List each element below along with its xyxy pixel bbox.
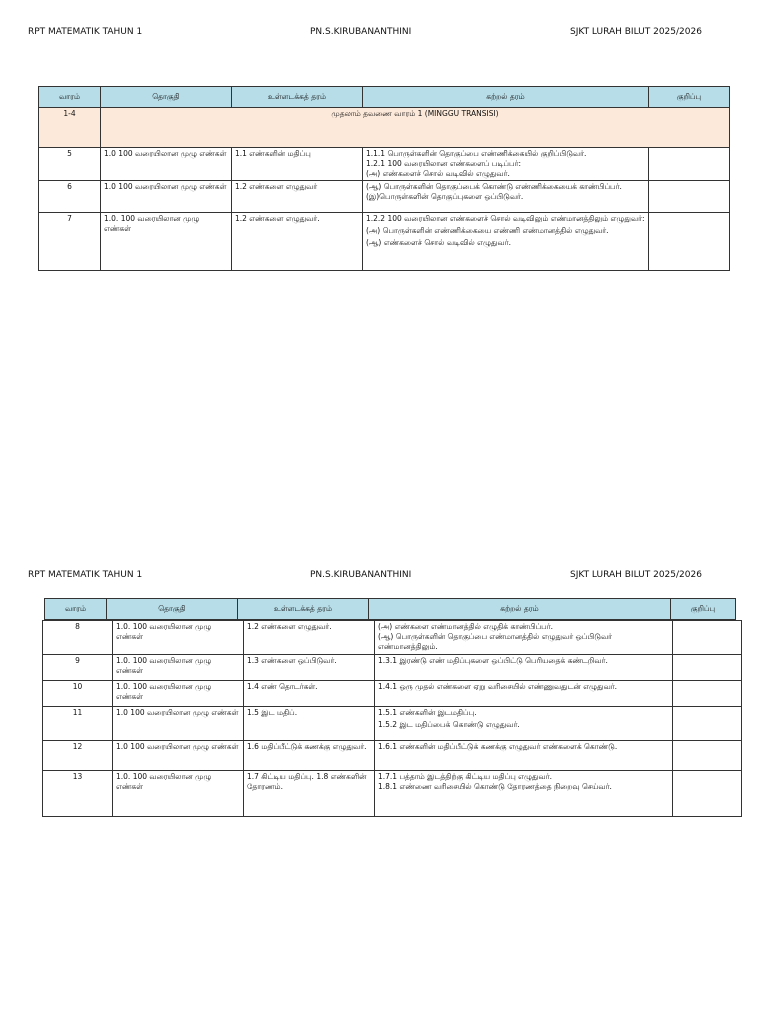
scheme-table-1 — [38, 86, 730, 271]
topic-cell: 1.0 100 வரையிலான முழு எண்கள் — [101, 148, 232, 181]
column-header-topic: தொகுதி — [107, 599, 238, 620]
learning-line: (அ) எண்களைச் சொல் வடிவில் எழுதுவர். — [366, 169, 510, 178]
notes-cell — [673, 741, 742, 771]
column-header-week: வாரம் — [39, 87, 101, 108]
table-row — [39, 213, 730, 271]
week-cell: 1-4 — [39, 108, 101, 148]
topic-cell: 1.0. 100 வரையிலான முழு எண்கள் — [113, 621, 244, 655]
learning-standard-cell — [375, 741, 673, 771]
content-standard-cell: 1.3 எண்களை ஒப்பிடுவர். — [244, 655, 375, 681]
page-header-1 — [0, 27, 768, 41]
week-cell: 8 — [43, 621, 113, 655]
learning-line: 1.6.1 எண்களின் மதிப்பீட்டுக் கணக்கு எழுதுவர் எண்களைக் கொண்டு. — [378, 742, 618, 751]
learning-standard-cell — [363, 213, 649, 271]
header-title: RPT MATEMATIK TAHUN 1 — [28, 27, 143, 37]
week-cell: 12 — [43, 741, 113, 771]
learning-line: (ஆ) எண்களைச் சொல் வடிவில் எழுதுவர். — [366, 238, 511, 247]
content-standard-cell: 1.1 எண்களின் மதிப்பு — [232, 148, 363, 181]
week-cell: 9 — [43, 655, 113, 681]
content-standard-cell: 1.7 கிட்டிய மதிப்பு. 1.8 எண்களின் தோரணம். — [244, 771, 375, 817]
header-teacher: PN.S.KIRUBANANTHINI — [310, 27, 412, 37]
week-cell: 5 — [39, 148, 101, 181]
scheme-table-2-body — [42, 620, 742, 817]
learning-line: 1.5.1 எண்களின் இடமதிப்பு. — [378, 708, 477, 717]
content-standard-cell: 1.2 எண்களை எழுதுவர். — [232, 213, 363, 271]
scheme-table-2 — [44, 598, 736, 620]
transition-text: முதலாம் தவணை வாரம் 1 (MINGGU TRANSISI) — [101, 108, 730, 148]
learning-line: (அ) பொருள்களின் எண்ணிக்கையை எண்ணி எண்மானத்தில் எழுதுவர். — [366, 226, 609, 235]
header-school-year: SJKT LURAH BILUT 2025/2026 — [570, 570, 702, 580]
topic-cell: 1.0. 100 வரையிலான முழு எண்கள் — [101, 213, 232, 271]
notes-cell — [673, 681, 742, 707]
notes-cell — [649, 181, 730, 213]
week-cell: 10 — [43, 681, 113, 707]
notes-cell — [649, 213, 730, 271]
content-standard-cell: 1.5 இட மதிப். — [244, 707, 375, 741]
table-row — [43, 655, 742, 681]
topic-cell: 1.0. 100 வரையிலான முழு எண்கள் — [113, 681, 244, 707]
column-header-content-standard: உள்ளடக்கத் தரம் — [238, 599, 369, 620]
column-header-learning-standard: கற்றல் தரம் — [363, 87, 649, 108]
topic-cell: 1.0. 100 வரையிலான முழு எண்கள் — [113, 655, 244, 681]
learning-standard-cell — [375, 681, 673, 707]
learning-line: 1.2.2 100 வரையிலான எண்களைச் சொல் வடிவிலும் எண்மானத்திலும் எழுதுவர்: — [366, 214, 645, 223]
column-header-content-standard: உள்ளடக்கத் தரம் — [232, 87, 363, 108]
learning-line: (ஆ) பொருள்களின் தொகுப்பை எண்மானத்தில் எழுதுவர் ஒப்பிடுவர் எண்மானத்திலும். — [378, 632, 613, 651]
learning-line: 1.3.1 இரண்டு எண் மதிப்புகளை ஒப்பிட்டு பெரியதைக் கண்டறிவர். — [378, 656, 608, 665]
content-standard-cell: 1.6 மதிப்பீட்டுக் கணக்கு எழுதுவர். — [244, 741, 375, 771]
table-row-transition — [39, 108, 730, 148]
notes-cell — [673, 771, 742, 817]
learning-line: 1.1.1 பொருள்களின் தொகுப்பை எண்ணிக்கையில் குறிப்பிடுவர். — [366, 149, 587, 158]
learning-line: (இ)பொருள்களின் தொகுப்புகளை ஒப்பிடுவர். — [366, 192, 524, 201]
header-school-year: SJKT LURAH BILUT 2025/2026 — [570, 27, 702, 37]
week-cell: 11 — [43, 707, 113, 741]
page-header-2 — [0, 570, 768, 584]
learning-line: 1.5.2 இட மதிப்பைக் கொண்டு எழுதுவர். — [378, 720, 520, 729]
learning-standard-cell — [375, 707, 673, 741]
table-row — [43, 771, 742, 817]
column-header-notes: குறிப்பு — [671, 599, 736, 620]
learning-line: (அ) எண்களை எண்மானத்தில் எழுதிக் காண்பிப்பர். — [378, 622, 554, 631]
topic-cell: 1.0. 100 வரையிலான முழு எண்கள் — [113, 771, 244, 817]
header-title: RPT MATEMATIK TAHUN 1 — [28, 570, 143, 580]
learning-standard-cell — [375, 771, 673, 817]
topic-cell: 1.0 100 வரையிலான முழு எண்கள் — [101, 181, 232, 213]
column-header-learning-standard: கற்றல் தரம் — [369, 599, 671, 620]
table-row — [43, 707, 742, 741]
column-header-notes: குறிப்பு — [649, 87, 730, 108]
content-standard-cell: 1.2 எண்களை எழுதுவர். — [244, 621, 375, 655]
notes-cell — [673, 621, 742, 655]
table-row — [43, 621, 742, 655]
table-row — [43, 681, 742, 707]
learning-standard-cell — [375, 621, 673, 655]
topic-cell: 1.0 100 வரையிலான முழு எண்கள் — [113, 741, 244, 771]
week-cell: 7 — [39, 213, 101, 271]
content-standard-cell: 1.4 எண் தொடர்கள். — [244, 681, 375, 707]
content-standard-cell: 1.2 எண்களை எழுதுவர் — [232, 181, 363, 213]
learning-line: 1.7.1 பத்தாம் இடத்திற்கு கிட்டிய மதிப்பு எழுதுவர். — [378, 772, 553, 781]
learning-standard-cell — [375, 655, 673, 681]
topic-cell: 1.0 100 வரையிலான முழு எண்கள் — [113, 707, 244, 741]
column-header-week: வாரம் — [45, 599, 107, 620]
week-cell: 6 — [39, 181, 101, 213]
notes-cell — [673, 655, 742, 681]
column-header-topic: தொகுதி — [101, 87, 232, 108]
table-header-row — [39, 87, 730, 108]
notes-cell — [649, 148, 730, 181]
notes-cell — [673, 707, 742, 741]
learning-standard-cell — [363, 148, 649, 181]
learning-line: 1.4.1 ஒரு முதல் எண்களை ஏறு வரிசையில் எண்ணுவதுடன் எழுதுவர். — [378, 682, 618, 691]
learning-line: 1.8.1 எண்ணை வரிசையில் கொண்டு தோரணத்தை நிறைவு செய்வர். — [378, 782, 612, 791]
table-row — [43, 741, 742, 771]
learning-line: (ஆ) பொருள்களின் தொகுப்பைக் கொண்டு எண்ணிக்கையைக் காண்பிப்பர். — [366, 182, 622, 191]
header-teacher: PN.S.KIRUBANANTHINI — [310, 570, 412, 580]
table-header-row — [45, 599, 736, 620]
learning-line: 1.2.1 100 வரையிலான எண்களைப் படிப்பர்: — [366, 159, 521, 168]
table-row — [39, 181, 730, 213]
table-row — [39, 148, 730, 181]
week-cell: 13 — [43, 771, 113, 817]
learning-standard-cell — [363, 181, 649, 213]
